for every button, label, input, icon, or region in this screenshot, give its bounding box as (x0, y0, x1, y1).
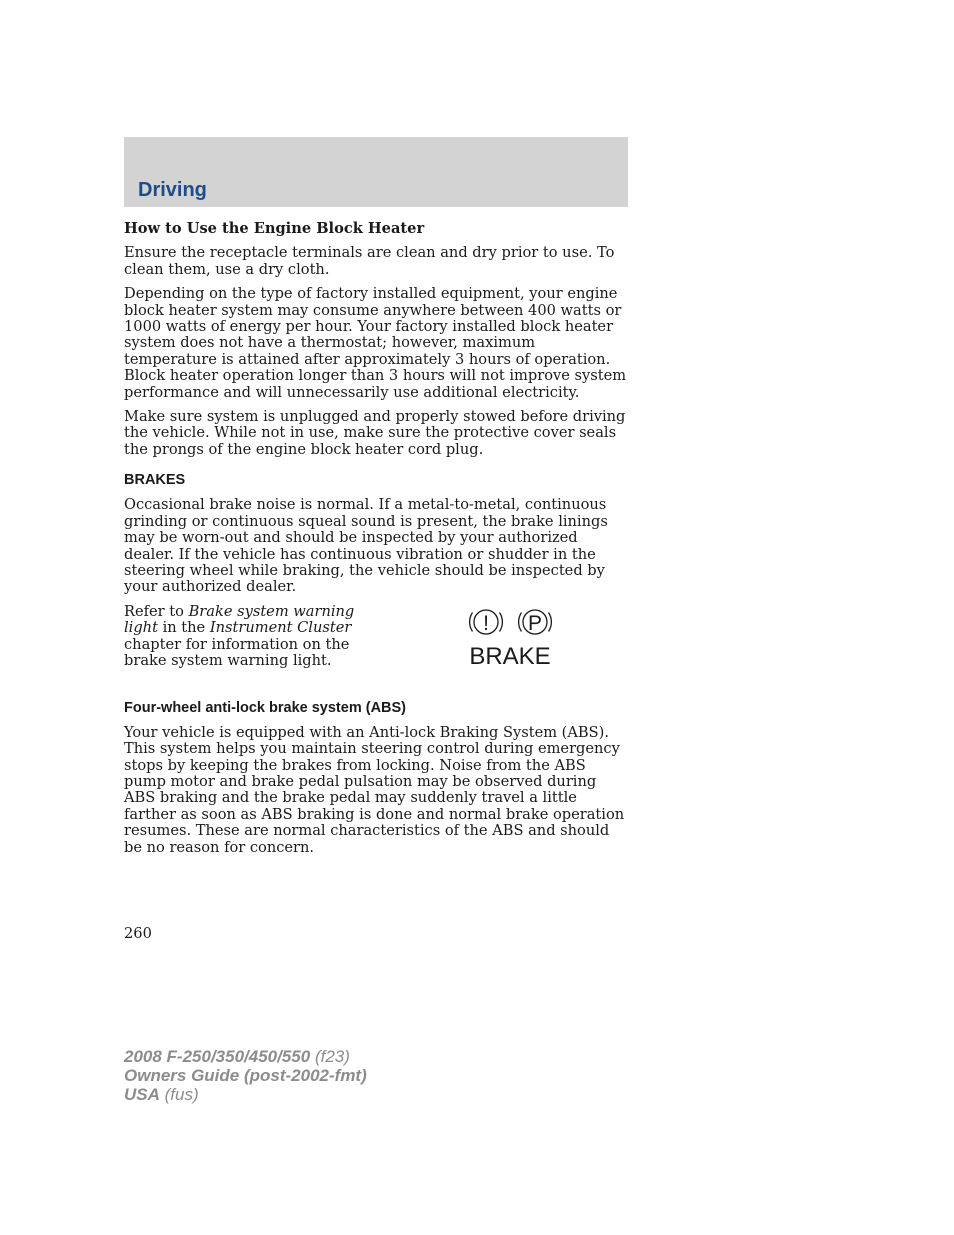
brake-refer-text (124, 604, 386, 670)
brake-refer-row (124, 604, 630, 680)
footer-line-2 (124, 1066, 367, 1085)
document-footer (124, 1047, 367, 1104)
abs-heading: Four-wheel anti-lock brake system (ABS) (124, 699, 407, 716)
footer-model: 2008 F-250/350/450/550 (124, 1047, 311, 1066)
refer-mid: in the (157, 619, 210, 637)
brakes-paragraph-1: Occasional brake noise is normal. If a metal-to-metal, continuous grinding or continuous squeal sound is present, the brake linings may be worn-out and should be inspected by your authorized dealer. If the vehicle has continuous vibration or shudder in the steering wheel while braking, the vehicle should be inspected by your authorized dealer. (124, 496, 608, 596)
brakes-heading: BRAKES (124, 472, 186, 489)
block-heater-paragraph-2: Depending on the type of factory installed equipment, your engine block heater system may consume anywhere between 400 watts or 1000 watts of energy per hour. Your factory installed block heater system does not have a thermostat; however, maximum temperature is attained after approximately 3 hours of operation. Block heater operation longer than 3 hours will not improve system performance and will unnecessarily use additional electricity. (124, 285, 627, 401)
abs-paragraph-1: Your vehicle is equipped with an Anti-lock Braking System (ABS). This system helps you maintain steering control during emergency stops by keeping the brakes from locking. Noise from the ABS pump motor and brake pedal pulsation may be observed during ABS braking and the brake pedal may suddenly travel a little farther as soon as ABS braking is done and normal brake operation resumes. These are normal characteristics of the ABS and should be no reason for concern. (124, 723, 625, 856)
block-heater-paragraph-3: Make sure system is unplugged and properly stowed before driving the vehicle. While not in use, make sure the protective cover seals the prongs of the engine block heater cord plug. (124, 408, 626, 458)
brake-icon-p: P (527, 611, 543, 635)
section-title: Driving (138, 179, 207, 201)
brake-icon-label: BRAKE (469, 642, 551, 670)
page-content (124, 221, 630, 864)
block-heater-paragraph-1: Ensure the receptacle terminals are clean and dry prior to use. To clean them, use a dry cloth. (124, 244, 615, 278)
refer-prefix: Refer to (124, 602, 189, 620)
footer-model-code: (f23) (310, 1047, 350, 1066)
footer-market: USA (124, 1085, 160, 1104)
section-header-bar (124, 137, 628, 207)
block-heater-heading: How to Use the Engine Block Heater (124, 220, 425, 237)
brake-warning-icon (464, 604, 556, 670)
footer-market-code: (fus) (159, 1085, 199, 1104)
page-number: 260 (124, 925, 152, 942)
refer-suffix: chapter for information on the brake system warning light. (124, 635, 350, 669)
brake-icon-exclaim: ! (483, 611, 489, 635)
footer-line-1 (124, 1047, 367, 1066)
footer-line-3 (124, 1085, 367, 1104)
refer-instrument-cluster: Instrument Cluster (209, 619, 352, 637)
footer-guide: Owners Guide (post-2002-fmt) (124, 1066, 367, 1085)
refer-brake-warning-light: Brake system warning light (124, 602, 355, 637)
